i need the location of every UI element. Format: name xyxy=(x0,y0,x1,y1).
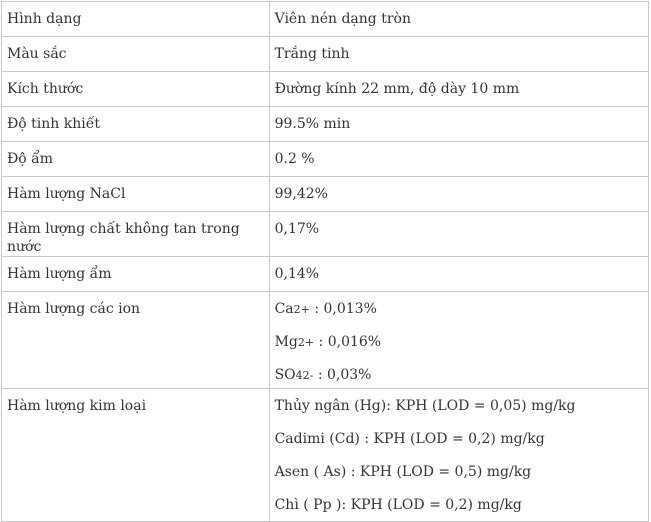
ion-item-so4: SO42- : 0,03% xyxy=(274,367,372,383)
ion-item-mg: Mg2+ : 0,016% xyxy=(274,334,382,350)
row-value-nacl: 99,42% xyxy=(269,177,648,212)
metal-item-pb: Chì ( Pp ): KPH (LOD = 0,2) mg/kg xyxy=(274,497,522,513)
specification-table xyxy=(1,1,649,522)
row-label-nacl: Hàm lượng NaCl xyxy=(2,177,270,212)
table-row xyxy=(2,142,649,177)
table-row xyxy=(2,292,649,389)
row-value-metals xyxy=(269,389,648,522)
row-value-ions xyxy=(269,292,648,389)
metal-item-hg: Thủy ngân (Hg): KPH (LOD = 0,05) mg/kg xyxy=(274,398,576,414)
table-row xyxy=(2,257,649,292)
ion-charge: 2+ xyxy=(297,336,315,349)
ion-item-ca: Ca2+ : 0,013% xyxy=(274,301,377,317)
ion-charge: 42- xyxy=(295,369,314,382)
row-label-shape: Hình dạng xyxy=(2,2,270,37)
row-label-purity: Độ tinh khiết xyxy=(2,107,270,142)
table-row xyxy=(2,37,649,72)
row-value-purity: 99.5% min xyxy=(269,107,648,142)
row-value-insoluble: 0,17% xyxy=(269,212,648,257)
row-value-shape: Viên nén dạng tròn xyxy=(269,2,648,37)
metal-item-as: Asen ( As) : KPH (LOD = 0,5) mg/kg xyxy=(274,464,532,480)
row-value-size: Đường kính 22 mm, độ dày 10 mm xyxy=(269,72,648,107)
row-label-size: Kích thước xyxy=(2,72,270,107)
row-label-moisture: Hàm lượng ẩm xyxy=(2,257,270,292)
table-row xyxy=(2,389,649,522)
table-row xyxy=(2,2,649,37)
row-label-metals: Hàm lượng kim loại xyxy=(2,389,270,522)
table-row xyxy=(2,212,649,257)
row-value-color: Trắng tinh xyxy=(269,37,648,72)
table-row xyxy=(2,72,649,107)
row-label-ions: Hàm lượng các ion xyxy=(2,292,270,389)
row-label-insoluble: Hàm lượng chất không tan trong nước xyxy=(2,212,270,257)
metal-item-cd: Cadimi (Cd) : KPH (LOD = 0,2) mg/kg xyxy=(274,431,545,447)
row-value-humidity: 0.2 % xyxy=(269,142,648,177)
row-label-humidity: Độ ẩm xyxy=(2,142,270,177)
row-label-color: Màu sắc xyxy=(2,37,270,72)
row-value-moisture: 0,14% xyxy=(269,257,648,292)
table-row xyxy=(2,107,649,142)
ion-charge: 2+ xyxy=(293,303,310,316)
table-row xyxy=(2,177,649,212)
